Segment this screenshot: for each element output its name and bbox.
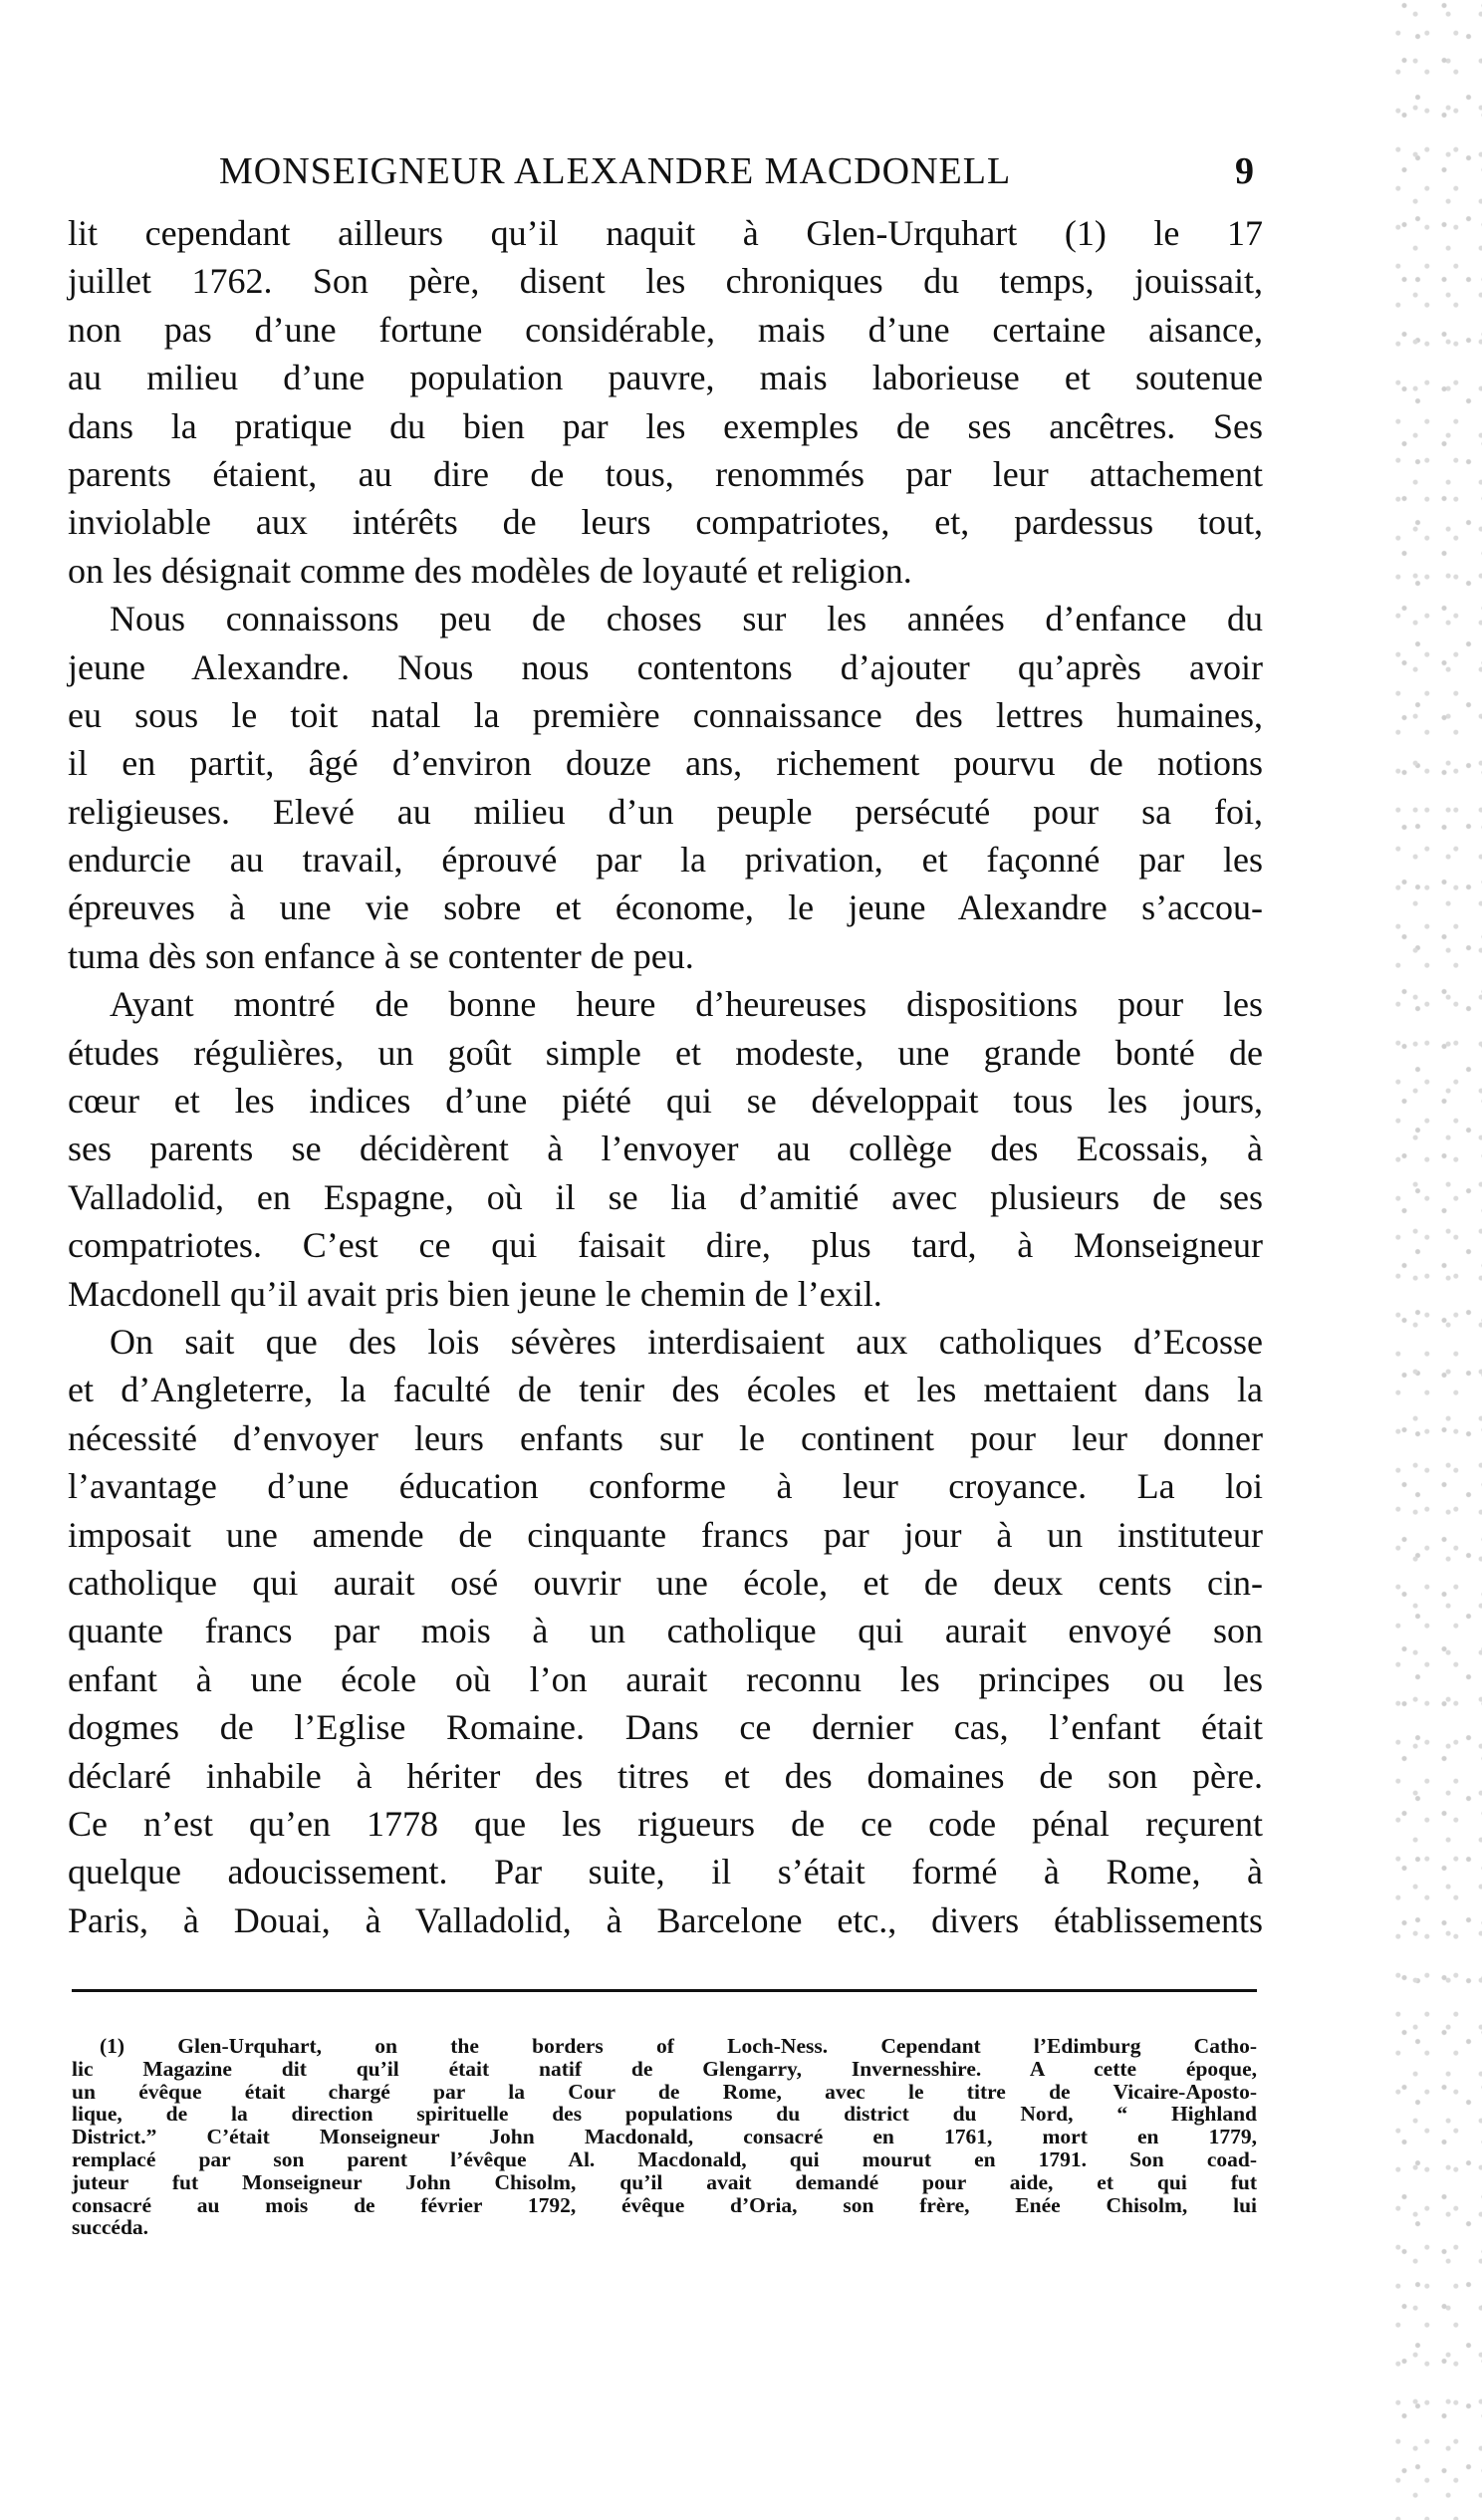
- body-line: l’avantage d’une éducation conforme à leur croyance. La loi: [68, 1466, 1263, 1507]
- body-line: catholique qui aurait osé ouvrir une école, et de deux cents cin-: [68, 1562, 1263, 1603]
- body-line: On sait que des lois sévères interdisaient aux catholiques d’Ecosse: [110, 1321, 1263, 1362]
- body-line: jeune Alexandre. Nous nous contentons d’ajouter qu’après avoir: [68, 646, 1263, 687]
- body-line: imposait une amende de cinquante francs par jour à un instituteur: [68, 1514, 1263, 1555]
- body-line: quelque adoucissement. Par suite, il s’était formé à Rome, à: [68, 1852, 1263, 1892]
- body-line: Valladolid, en Espagne, où il se lia d’amitié avec plusieurs de ses: [68, 1176, 1263, 1217]
- scan-speckle: [1392, 0, 1482, 2520]
- body-line: quante francs par mois à un catholique qui aurait envoyé son: [68, 1611, 1263, 1651]
- footnote-line: un évêque était chargé par la Cour de Rome, avec le titre de Vicaire-Aposto-: [72, 2079, 1257, 2104]
- body-line: nécessité d’envoyer leurs enfants sur le continent pour leur donner: [68, 1417, 1263, 1458]
- running-head-title: MONSEIGNEUR ALEXANDRE MACDONELL: [219, 150, 1012, 192]
- body-line: ses parents se décidèrent à l’envoyer au collège des Ecossais, à: [68, 1129, 1263, 1169]
- body-line: au milieu d’une population pauvre, mais laborieuse et soutenue: [68, 358, 1263, 398]
- footnote-line: lic Magazine dit qu’il était natif de Glengarry, Invernesshire. A cette époque,: [72, 2056, 1257, 2081]
- body-line: compatriotes. C’est ce qui faisait dire, plus tard, à Monseigneur: [68, 1225, 1263, 1266]
- body-line: eu sous le toit natal la première connaissance des lettres humaines,: [68, 694, 1263, 735]
- body-line: juillet 1762. Son père, disent les chroniques du temps, jouissait,: [68, 261, 1263, 302]
- body-line: Paris, à Douai, à Valladolid, à Barcelone etc., divers établissements: [68, 1899, 1263, 1940]
- body-line: parents étaient, au dire de tous, renommés par leur attachement: [68, 453, 1263, 494]
- body-line: on les désignait comme des modèles de loyauté et religion.: [68, 550, 912, 591]
- body-line: Nous connaissons peu de choses sur les années d’enfance du: [110, 599, 1263, 639]
- footnote-line: lique, de la direction spirituelle des populations du district du Nord, “ Highland: [72, 2102, 1257, 2127]
- body-line: inviolable aux intérêts de leurs compatriotes, et, pardessus tout,: [68, 502, 1263, 543]
- footnote-line: District.” C’était Monseigneur John Macdonald, consacré en 1761, mort en 1779,: [72, 2125, 1257, 2149]
- body-line: épreuves à une vie sobre et économe, le jeune Alexandre s’accou-: [68, 887, 1263, 928]
- page-number: 9: [1235, 150, 1255, 192]
- footnote-line: succéda.: [72, 2215, 149, 2240]
- body-line: et d’Angleterre, la faculté de tenir des écoles et les mettaient dans la: [68, 1370, 1263, 1410]
- body-line: Ayant montré de bonne heure d’heureuses dispositions pour les: [110, 984, 1263, 1025]
- body-line: déclaré inhabile à hériter des titres et des domaines de son père.: [68, 1755, 1263, 1796]
- body-line: enfant à une école où l’on aurait reconnu les principes ou les: [68, 1658, 1263, 1699]
- body-line: Ce n’est qu’en 1778 que les rigueurs de ce code pénal reçurent: [68, 1803, 1263, 1844]
- running-head: [219, 149, 1255, 193]
- footnote: [72, 2035, 1257, 2239]
- body-line: dans la pratique du bien par les exemples de ses ancêtres. Ses: [68, 405, 1263, 446]
- footnote-rule: [72, 1989, 1257, 1992]
- body-line: il en partit, âgé d’environ douze ans, richement pourvu de notions: [68, 743, 1263, 784]
- body-line: tuma dès son enfance à se contenter de peu.: [68, 935, 694, 976]
- body-line: non pas d’une fortune considérable, mais d’une certaine aisance,: [68, 309, 1263, 350]
- body-text: [68, 209, 1263, 1944]
- body-line: endurcie au travail, éprouvé par la privation, et façonné par les: [68, 840, 1263, 881]
- footnote-line: (1) Glen-Urquhart, on the borders of Loch-Ness. Cependant l’Edimburg Catho-: [100, 2034, 1257, 2058]
- footnote-line: remplacé par son parent l’évêque Al. Macdonald, qui mourut en 1791. Son coad-: [72, 2146, 1257, 2171]
- footnote-line: juteur fut Monseigneur John Chisolm, qu’il avait demandé pour aide, et qui fut: [72, 2169, 1257, 2194]
- body-line: Macdonell qu’il avait pris bien jeune le chemin de l’exil.: [68, 1273, 882, 1314]
- footnote-line: consacré au mois de février 1792, évêque d’Oria, son frère, Enée Chisolm, lui: [72, 2192, 1257, 2217]
- body-line: lit cependant ailleurs qu’il naquit à Glen-Urquhart (1) le 17: [68, 213, 1263, 253]
- body-line: cœur et les indices d’une piété qui se développait tous les jours,: [68, 1081, 1263, 1122]
- body-line: dogmes de l’Eglise Romaine. Dans ce dernier cas, l’enfant était: [68, 1707, 1263, 1748]
- body-line: études régulières, un goût simple et modeste, une grande bonté de: [68, 1032, 1263, 1073]
- body-line: religieuses. Elevé au milieu d’un peuple persécuté pour sa foi,: [68, 791, 1263, 832]
